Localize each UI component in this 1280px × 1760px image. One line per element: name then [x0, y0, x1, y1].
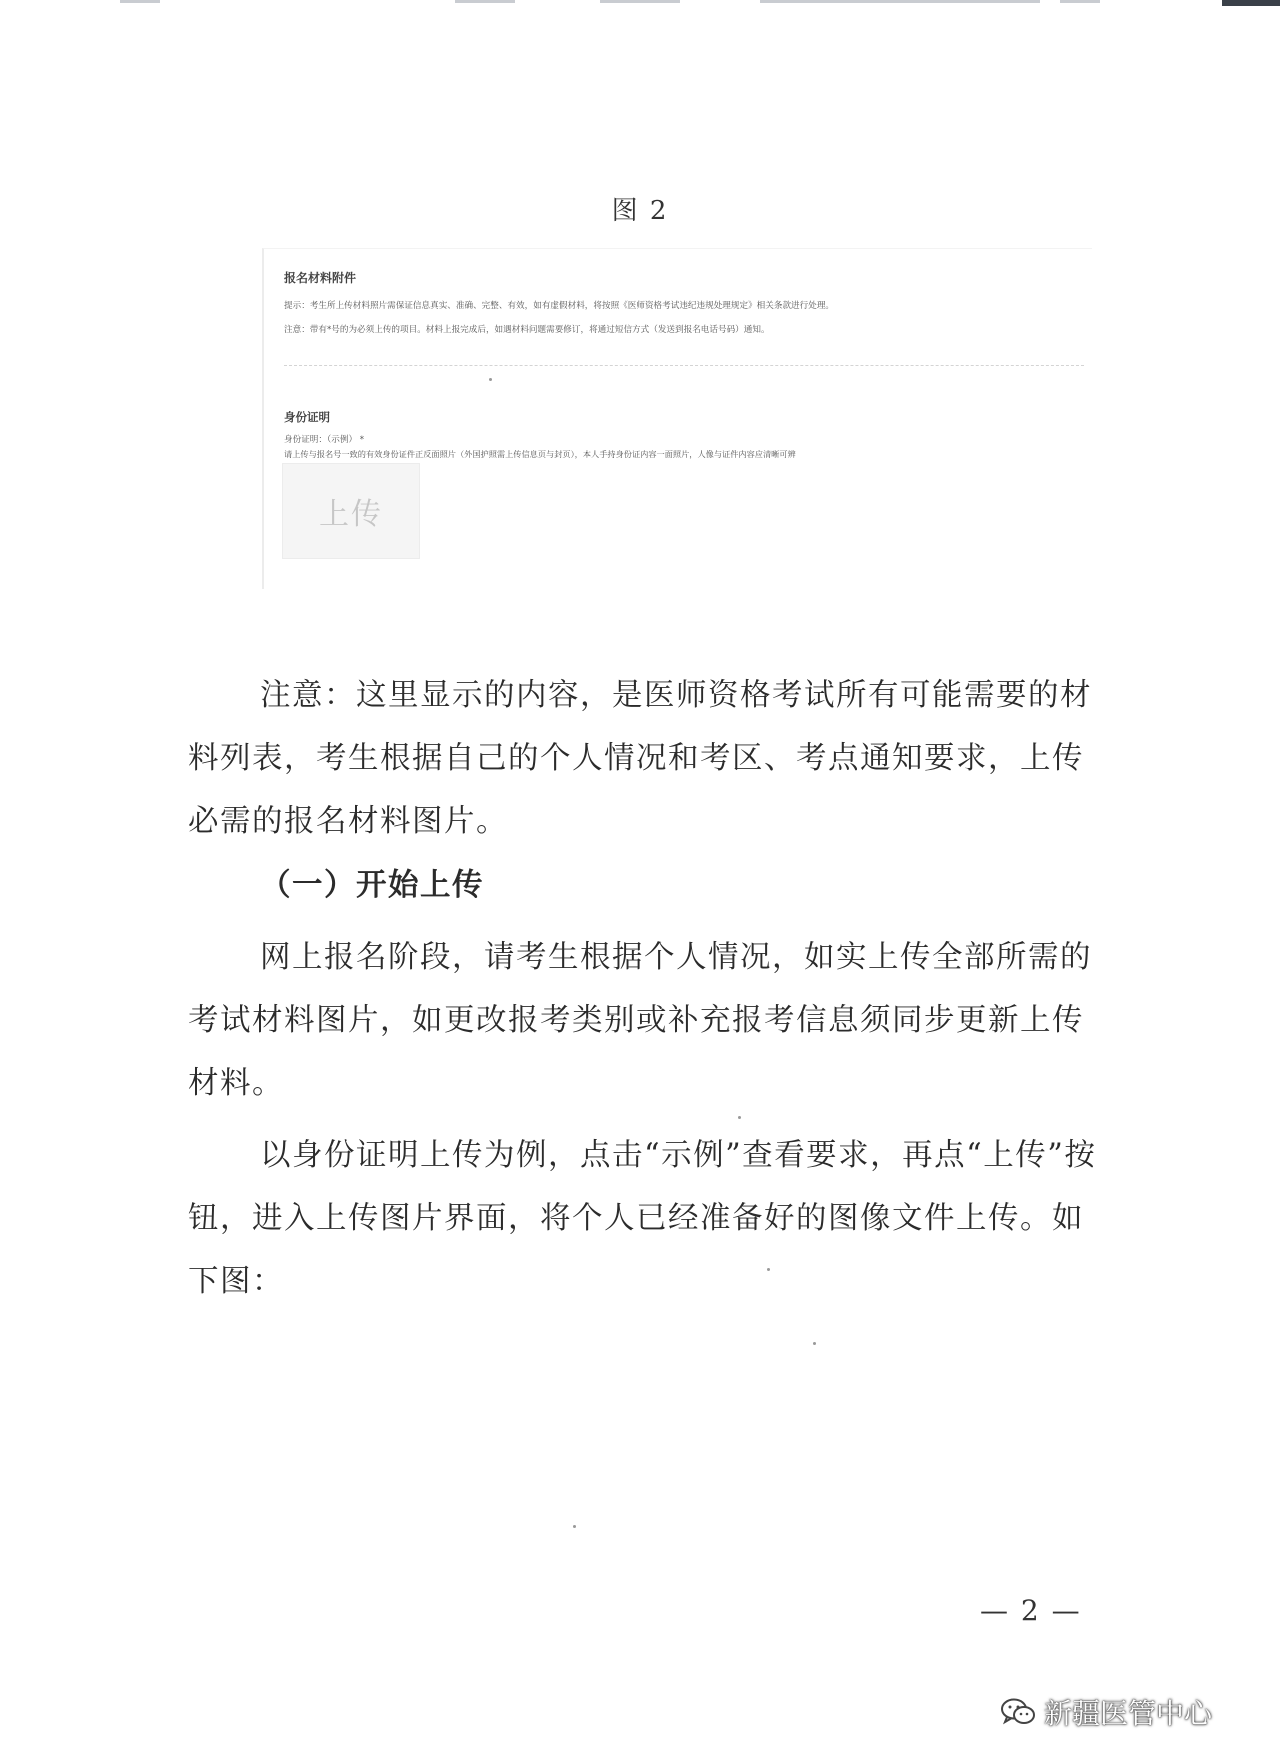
- section-heading-start-upload: （一）开始上传: [260, 867, 484, 903]
- id-section-title: 身份证明: [284, 410, 330, 424]
- watermark-text: 新疆医管中心: [1044, 1697, 1213, 1730]
- scan-speck: [489, 378, 492, 381]
- attachments-section-title: 报名材料附件: [284, 271, 357, 285]
- upload-notice: 注意：带有*号的为必须上传的项目。材料上报完成后，如遇材料问题需要修订，将通过短信方式（发送到报名电话号码）通知。: [284, 325, 770, 335]
- online-registration-text: 网上报名阶段，请考生根据个人情况，如实上传全部所需的考试材料图片，如更改报考类别或补充报考信息须同步更新上传材料。: [188, 940, 1092, 1101]
- page-number: — 2 —: [980, 1594, 1082, 1627]
- scan-artifact: [455, 0, 515, 3]
- scan-artifact: [600, 0, 680, 3]
- watermark: [1000, 1692, 1212, 1732]
- scan-artifact: [760, 0, 1040, 3]
- upload-hint: 提示：考生所上传材料照片需保证信息真实、准确、完整、有效，如有虚假材料，将按照《医师资格考试违纪违规处理规定》相关条款进行处理。: [284, 301, 835, 311]
- embedded-screenshot: [262, 248, 1092, 589]
- scan-speck: [573, 1525, 576, 1528]
- scan-artifact: [1060, 0, 1100, 3]
- online-registration-paragraph: [188, 926, 1108, 1115]
- scan-speck: [738, 1116, 741, 1119]
- section-divider: [284, 365, 1084, 366]
- scan-speck: [767, 1268, 770, 1271]
- upload-button[interactable]: 上传: [282, 463, 420, 559]
- scan-speck: [813, 1342, 816, 1345]
- note-paragraph: [188, 664, 1108, 853]
- upload-example-text: 以身份证明上传为例，点击“示例”查看要求，再点“上传”按钮，进入上传图片界面，将个人已经准备好的图像文件上传。如下图：: [188, 1138, 1097, 1299]
- figure-caption: 图 2: [611, 196, 669, 226]
- upload-example-paragraph: [188, 1124, 1108, 1313]
- note-text: 注意：这里显示的内容，是医师资格考试所有可能需要的材料列表，考生根据自己的个人情况和考区、考点通知要求，上传必需的报名材料图片。: [188, 678, 1092, 839]
- wechat-icon: [1000, 1697, 1036, 1727]
- scan-artifact: [120, 0, 160, 3]
- id-example-label[interactable]: 身份证明：（示例） *: [284, 435, 365, 445]
- scan-artifact: [1222, 0, 1280, 6]
- id-upload-instruction: 请上传与报名号一致的有效身份证件正反面照片（外国护照需上传信息页与封页），本人手持身份证内容一面照片，人像与证件内容应清晰可辨: [284, 449, 796, 459]
